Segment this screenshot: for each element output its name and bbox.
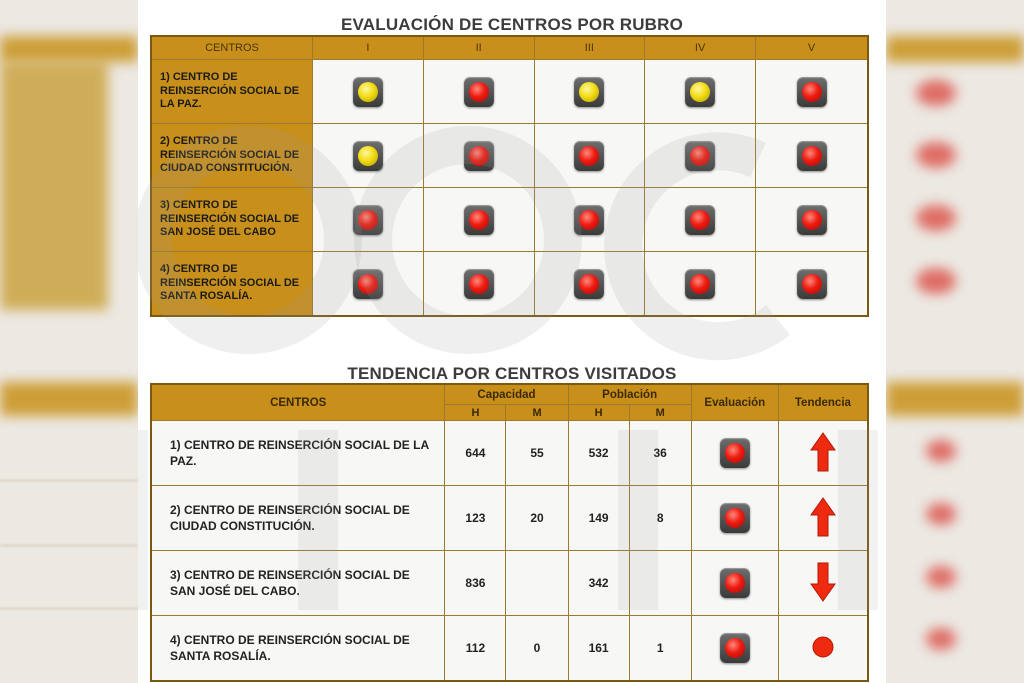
poblacion-m-value: 8 <box>629 486 691 551</box>
table-row <box>151 252 868 317</box>
status-light <box>720 568 750 598</box>
trend-stable-icon <box>812 636 834 661</box>
table1-title: EVALUACIÓN DE CENTROS POR RUBRO <box>340 15 684 35</box>
header-capacidad-m: M <box>506 405 568 421</box>
poblacion-m-value <box>629 551 691 616</box>
status-light <box>464 205 494 235</box>
trend-up-icon <box>810 497 836 540</box>
table-row <box>151 616 868 682</box>
center-name: 4) CENTRO DE REINSERCIÓN SOCIAL DE SANTA ROSALÍA. <box>151 252 313 317</box>
status-light <box>797 269 827 299</box>
table2-header-row <box>151 384 868 405</box>
status-light <box>574 141 604 171</box>
status-light <box>720 633 750 663</box>
table-row <box>151 188 868 252</box>
status-light <box>353 141 383 171</box>
status-light <box>720 503 750 533</box>
status-light <box>685 141 715 171</box>
status-light <box>797 141 827 171</box>
header-poblacion-h: H <box>568 405 629 421</box>
status-light <box>797 205 827 235</box>
capacidad-m-value <box>506 551 568 616</box>
status-light <box>353 77 383 107</box>
trend-down-icon <box>810 562 836 605</box>
poblacion-m-value: 1 <box>629 616 691 682</box>
status-light <box>574 269 604 299</box>
header-rubro-2: II <box>423 36 534 60</box>
status-light <box>797 77 827 107</box>
poblacion-h-value: 342 <box>568 551 629 616</box>
status-light <box>685 269 715 299</box>
header-centros: CENTROS <box>151 384 445 421</box>
poblacion-h-value: 149 <box>568 486 629 551</box>
table-row <box>151 124 868 188</box>
status-light <box>464 269 494 299</box>
table-row <box>151 421 868 486</box>
header-rubro-4: IV <box>645 36 756 60</box>
table-row <box>151 60 868 124</box>
header-capacidad: Capacidad <box>445 384 568 405</box>
capacidad-m-value: 0 <box>506 616 568 682</box>
center-name: 2) CENTRO DE REINSERCIÓN SOCIAL DE CIUDAD CONSTITUCIÓN. <box>151 124 313 188</box>
capacidad-m-value: 55 <box>506 421 568 486</box>
capacidad-h-value: 112 <box>445 616 506 682</box>
trend-up-icon <box>810 432 836 475</box>
header-rubro-1: I <box>313 36 424 60</box>
header-rubro-3: III <box>534 36 645 60</box>
header-capacidad-h: H <box>445 405 506 421</box>
header-poblacion: Población <box>568 384 691 405</box>
poblacion-m-value: 36 <box>629 421 691 486</box>
status-light <box>353 205 383 235</box>
header-tendencia: Tendencia <box>778 384 868 421</box>
center-name: 2) CENTRO DE REINSERCIÓN SOCIAL DE CIUDAD CONSTITUCIÓN. <box>151 486 445 551</box>
table-row <box>151 551 868 616</box>
document-page <box>138 0 886 683</box>
status-light <box>353 269 383 299</box>
background-right <box>886 0 1024 683</box>
status-light <box>464 77 494 107</box>
status-light <box>574 205 604 235</box>
center-name: 4) CENTRO DE REINSERCIÓN SOCIAL DE SANTA ROSALÍA. <box>151 616 445 682</box>
capacidad-h-value: 836 <box>445 551 506 616</box>
status-light <box>720 438 750 468</box>
table1-header-row <box>151 36 868 60</box>
poblacion-h-value: 161 <box>568 616 629 682</box>
center-name: 3) CENTRO DE REINSERCIÓN SOCIAL DE SAN JOSÉ DEL CABO <box>151 188 313 252</box>
capacidad-m-value: 20 <box>506 486 568 551</box>
poblacion-h-value: 532 <box>568 421 629 486</box>
table2-title: TENDENCIA POR CENTROS VISITADOS <box>347 364 677 384</box>
header-evaluacion: Evaluación <box>691 384 778 421</box>
status-light <box>574 77 604 107</box>
center-name: 1) CENTRO DE REINSERCIÓN SOCIAL DE LA PAZ. <box>151 60 313 124</box>
center-name: 1) CENTRO DE REINSERCIÓN SOCIAL DE LA PAZ. <box>151 421 445 486</box>
status-light <box>685 77 715 107</box>
status-light <box>685 205 715 235</box>
header-rubro-5: V <box>756 36 869 60</box>
center-name: 3) CENTRO DE REINSERCIÓN SOCIAL DE SAN JOSÉ DEL CABO. <box>151 551 445 616</box>
status-light <box>464 141 494 171</box>
capacidad-h-value: 644 <box>445 421 506 486</box>
background-left <box>0 0 138 683</box>
table-row <box>151 486 868 551</box>
evaluation-table <box>150 35 869 317</box>
header-poblacion-m: M <box>629 405 691 421</box>
trend-table <box>150 383 869 682</box>
header-centros: CENTROS <box>151 36 313 60</box>
capacidad-h-value: 123 <box>445 486 506 551</box>
